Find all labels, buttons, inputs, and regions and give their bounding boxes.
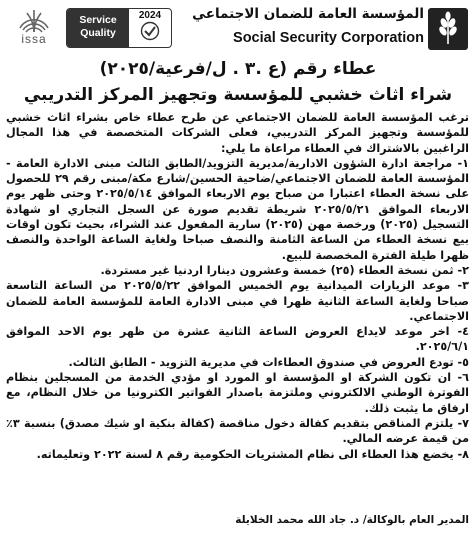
ssc-wheat-logo-icon	[428, 8, 468, 50]
badge-line-1: Service	[79, 14, 117, 26]
tender-item-7: ٧- يلتزم المناقص بتقديم كفالة دخول مناقصة (كفالة بنكية او شيك مصدق) بنسبة ٣٪ من قيمة عرضه المالي.	[6, 416, 469, 446]
tender-subject: شراء اثاث خشبي للمؤسسة وتجهيز المركز التدريبي	[23, 85, 453, 105]
service-quality-text	[67, 9, 129, 47]
badge-line-2: Quality	[80, 27, 116, 39]
header	[0, 0, 476, 56]
tender-item-1: ١- مراجعة ادارة الشؤون الادارية/مديرية التزويد/الطابق الثالث مبنى الادارة العامة - المؤسسة العامة للضمان الاجتماعي/ضاحية الحسين/شارع مكة/مبنى رقم ٢٩ للحصول على نسخة العطاء اعتبارا من صباح يوم الاربعاء الموافق ٢٠٢٥/٥/١٤ وحتى ظهر يوم الاربعاء الموافق ٢٠٢٥/٥/٢١ شريطة تقديم صورة عن السجل التجاري او شهادة التسجيل (٢٠٢٥) ورخصة مهن (٢٠٢٥) سارية المفعول عند الشراء، بحيث تكون اوقات بيع نسخة العطاء من الساعة الثامنة والنصف صباحا ولغاية الساعة الواحدة والنصف ظهرا طيلة الفترة المخصصة للبيع.	[6, 156, 470, 262]
tender-body	[6, 110, 469, 462]
org-name-english: Social Security Corporation	[233, 30, 424, 46]
issa-globe-icon	[14, 4, 54, 34]
org-name-arabic: المؤسسة العامة للضمان الاجتماعي	[192, 6, 424, 22]
tender-item-3: ٣- موعد الزيارات الميدانية يوم الخميس الموافق ٢٠٢٥/٥/٢٢ من الساعة التاسعة صباحا ولغاية الساعة الثانية ظهرا في مبنى الادارة العامة للمؤسسة العامة للضمان الاجتماعي.	[6, 279, 469, 323]
tender-item-4: ٤- اخر موعد لايداع العروض الساعة الثانية عشرة من ظهر يوم الاحد الموافق ٢٠٢٥/٦/١.	[6, 325, 469, 354]
badge-year: 2024	[138, 10, 162, 21]
checkmark-icon	[138, 21, 162, 41]
issa-logo	[8, 4, 60, 52]
service-quality-badge	[66, 8, 172, 48]
tender-intro: ترغب المؤسسة العامة للضمان الاجتماعي عن طرح عطاء خاص بشراء اثاث خشبي للمؤسسة وتجهيز المركز التدريبي، فعلى الشركات المتخصصة في هذا المجال الراغبين بالاشتراك في العطاء مراعاة ما يلي:	[6, 111, 469, 155]
tender-number: عطاء رقم (ع .٣ . ل/فرعية/٢٠٢٥)	[99, 59, 377, 79]
tender-item-6: ٦- ان تكون الشركة او المؤسسة او المورد او مؤدي الخدمة من المسجلين بنظام الفوترة الوطني الالكتروني وملتزمة باصدار الفواتير الكترونيا من خلال النظام، مع ارفاق ما يثبت ذلك.	[6, 371, 469, 415]
badge-year-box	[129, 9, 171, 47]
ssc-branding	[180, 4, 470, 54]
tender-titles	[0, 56, 476, 108]
signature: المدير العام بالوكالة/ د. جاد الله محمد الخلايلة	[235, 514, 469, 526]
tender-item-8: ٨- يخضع هذا العطاء الى نظام المشتريات الحكومية رقم ٨ لسنة ٢٠٢٢ وتعليماته.	[36, 447, 469, 461]
tender-item-5: ٥- تودع العروض في صندوق العطاءات في مديرية التزويد - الطابق الثالث.	[68, 355, 469, 369]
tender-item-2: ٢- ثمن نسخة العطاء (٢٥) خمسة وعشرون دينارا اردنيا غير مستردة.	[100, 263, 469, 277]
issa-label: issa	[21, 32, 47, 46]
